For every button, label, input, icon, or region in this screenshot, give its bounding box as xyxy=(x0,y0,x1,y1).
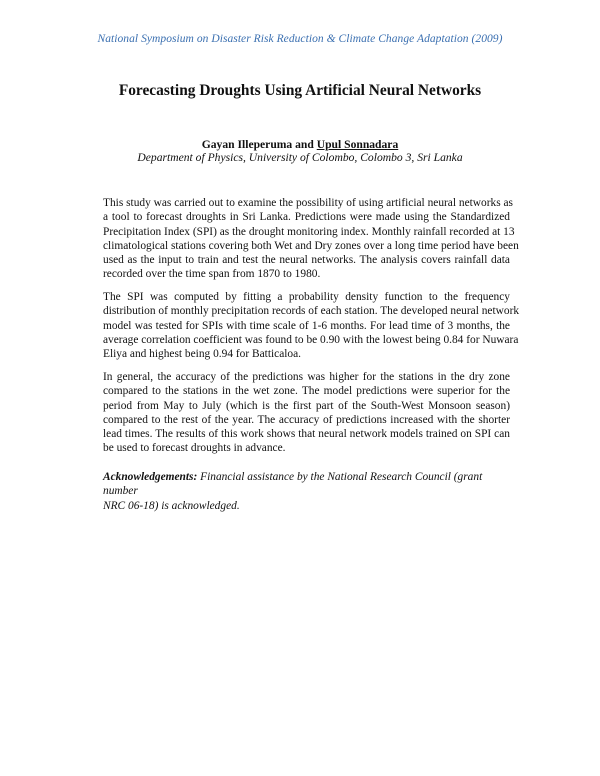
authors xyxy=(0,138,600,151)
abstract-paragraph-3 xyxy=(103,370,510,456)
text-line: be used to forecast droughts in advance. xyxy=(103,442,286,455)
acknowledgements-label: Acknowledgements: xyxy=(103,471,198,483)
text-line: used as the input to train and test the neural networks. The analysis covers rainfall data xyxy=(103,254,510,267)
text-line: lead times. The results of this work shows that neural network models trained on SPI can xyxy=(103,428,510,441)
author-1: Gayan Illeperuma and xyxy=(201,138,314,151)
text-line: compared to the rest of the year. The accuracy of predictions increased with the shorter xyxy=(103,413,510,426)
acknowledgements-text-1: Financial assistance by the National Research Council (grant number xyxy=(103,471,483,498)
text-line: climatological stations covering both Wet and Dry zones over a long time period have been xyxy=(103,239,519,252)
text-line: a tool to forecast droughts in Sri Lanka. Predictions were made using the Standardized xyxy=(103,211,510,224)
text-line: distribution of monthly precipitation records of each station. The developed neural network xyxy=(103,305,520,318)
text-line: model was tested for SPIs with time scale of 1-6 months. For lead time of 3 months, the xyxy=(103,319,510,332)
text-line: Precipitation Index (SPI) as the drought monitoring index. Monthly rainfall recorded at 13 xyxy=(103,225,515,238)
acknowledgements xyxy=(103,470,510,513)
text-line: In general, the accuracy of the predictions was higher for the stations in the dry zone xyxy=(103,371,510,383)
acknowledgements-line-1 xyxy=(103,470,510,499)
abstract-paragraph-2 xyxy=(103,290,520,361)
text-line: This study was carried out to examine the possibility of using artificial neural networks as xyxy=(103,197,513,209)
affiliation: Department of Physics, University of Colombo, Colombo 3, Sri Lanka xyxy=(137,151,463,164)
paper-title: Forecasting Droughts Using Artificial Neural Networks xyxy=(118,82,482,99)
text-line: Eliya and highest being 0.94 for Batticaloa. xyxy=(103,348,302,361)
acknowledgements-text-2: NRC 06-18) is acknowledged. xyxy=(103,499,240,512)
text-line: The SPI was computed by fitting a probability density function to the frequency xyxy=(103,291,510,303)
text-line: recorded over the time span from 1870 to 1980. xyxy=(103,268,321,281)
text-line: period from May to July (which is the first part of the South-West Monsoon season) xyxy=(103,399,510,412)
abstract-paragraph-1 xyxy=(103,196,519,282)
author-2: Upul Sonnadara xyxy=(316,138,399,151)
text-line: average correlation coefficient was found to be 0.90 with the lowest being 0.84 for Nuwara xyxy=(103,333,519,346)
text-line: compared to the stations in the wet zone. The model predictions were superior for the xyxy=(103,385,510,398)
running-head: National Symposium on Disaster Risk Reduction & Climate Change Adaptation (2009) xyxy=(97,33,503,45)
